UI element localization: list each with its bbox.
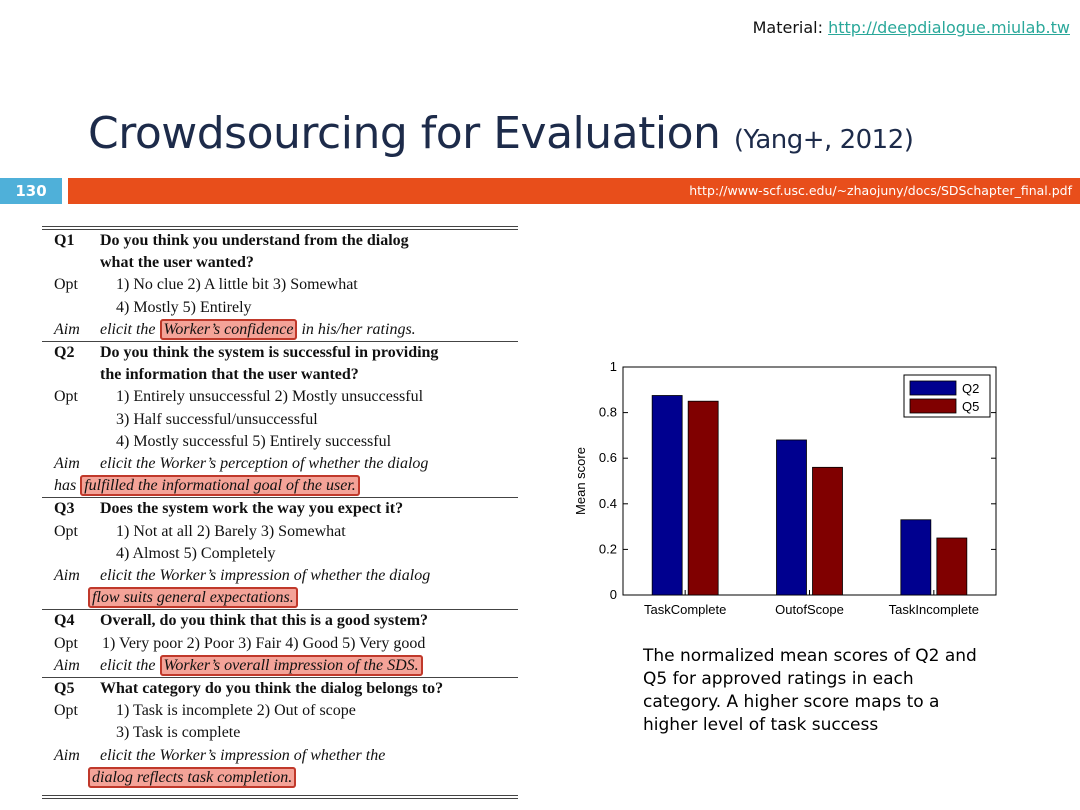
material-link[interactable]: http://deepdialogue.miulab.tw xyxy=(828,18,1070,37)
y-tick-label: 0.2 xyxy=(598,541,617,557)
survey-table xyxy=(42,226,518,796)
q5-aim-line1: elicit the Worker’s impression of whether the xyxy=(100,746,386,764)
y-tick-label: 0 xyxy=(609,587,617,602)
q5-options-line2: 3) Task is complete xyxy=(116,724,241,742)
legend-swatch-q2 xyxy=(910,381,956,395)
bar-q5-outofscope xyxy=(813,467,843,595)
source-url[interactable]: http://www-scf.usc.edu/~zhaojuny/docs/SDSchapter_final.pdf xyxy=(689,183,1072,198)
q5-aim-label: Aim xyxy=(54,746,80,764)
q3-question-line1: Does the system work the way you expect it? xyxy=(100,500,404,518)
bar-q2-taskcomplete xyxy=(652,396,682,596)
figure-caption: The normalized mean scores of Q2 and Q5 for approved ratings in each category. A higher score maps to a higher level of task success xyxy=(643,646,977,735)
q5-aim-highlight: dialog reflects task completion. xyxy=(88,767,296,788)
q2-aim-pre: has xyxy=(54,477,81,495)
y-tick-label: 0.4 xyxy=(598,495,617,511)
q1-aim-label: Aim xyxy=(54,320,80,338)
page-number: 130 xyxy=(0,178,62,204)
legend-label-q5: Q5 xyxy=(962,399,980,414)
y-tick-label: 0.8 xyxy=(598,404,617,420)
q1-opt-label: Opt xyxy=(54,276,78,294)
q1-question-line2: what the user wanted? xyxy=(100,254,254,272)
legend-label-q2: Q2 xyxy=(962,381,980,396)
q5-options-line1: 1) Task is incomplete 2) Out of scope xyxy=(116,702,356,720)
bar-q2-outofscope xyxy=(777,440,807,595)
x-tick-label: TaskComplete xyxy=(643,602,727,617)
y-tick-label: 1 xyxy=(609,359,617,374)
q5-question-line1: What category do you think the dialog belongs to? xyxy=(100,680,444,698)
x-tick-label: TaskIncomplete xyxy=(888,602,979,617)
q4-opt-label: Opt xyxy=(54,634,78,652)
q5-label: Q5 xyxy=(54,680,75,698)
q5-opt-label: Opt xyxy=(54,702,78,720)
q3-aim-line1: elicit the Worker’s impression of whether the dialog xyxy=(100,567,431,585)
q2-question-line2: the information that the user wanted? xyxy=(100,366,359,384)
q2-aim-line1: elicit the Worker’s perception of whether the dialog xyxy=(100,455,429,473)
legend xyxy=(904,375,990,417)
q4-aim-label: Aim xyxy=(54,656,80,674)
bar-q2-taskincomplete xyxy=(901,520,931,595)
q3-options-line1: 1) Not at all 2) Barely 3) Somewhat xyxy=(116,522,346,540)
q1-options-line1: 1) No clue 2) A little bit 3) Somewhat xyxy=(116,276,358,294)
q4-aim-pre: elicit the xyxy=(100,656,160,674)
q3-opt-label: Opt xyxy=(54,522,78,540)
slide-title xyxy=(88,108,913,159)
q4-options-line1: 1) Very poor 2) Poor 3) Fair 4) Good 5) Very good xyxy=(102,634,426,652)
x-tick-label: OutofScope xyxy=(775,602,844,617)
title-citation: (Yang+, 2012) xyxy=(733,125,914,155)
table-bottom-rule xyxy=(42,795,518,799)
q1-label: Q1 xyxy=(54,232,75,249)
material-label: Material: xyxy=(752,18,823,37)
q1-aim-post: in his/her ratings. xyxy=(297,320,416,338)
q2-options-line2: 3) Half successful/unsuccessful xyxy=(116,410,318,428)
q2-label: Q2 xyxy=(54,344,75,362)
q2-aim-label: Aim xyxy=(54,455,80,473)
bar-q5-taskincomplete xyxy=(937,538,967,595)
q3-aim-label: Aim xyxy=(54,567,80,585)
q2-options-line1: 1) Entirely unsuccessful 2) Mostly unsuccessful xyxy=(116,388,424,406)
q4-question-line1: Overall, do you think that this is a good system? xyxy=(100,612,429,630)
q1-aim-pre: elicit the xyxy=(100,320,160,338)
q1-options-line2: 4) Mostly 5) Entirely xyxy=(116,298,252,316)
q2-aim-highlight: fulfilled the informational goal of the user. xyxy=(80,475,360,496)
title-text: Crowdsourcing for Evaluation xyxy=(88,108,721,159)
q4-label: Q4 xyxy=(54,612,75,630)
q1-aim-highlight: Worker’s confidence xyxy=(160,319,298,340)
q1-question-line1: Do you think you understand from the dialog xyxy=(100,232,409,249)
legend-swatch-q5 xyxy=(910,399,956,413)
bar-q5-taskcomplete xyxy=(688,401,718,595)
q2-question-line1: Do you think the system is successful in providing xyxy=(100,344,439,362)
q4-aim-highlight: Worker’s overall impression of the SDS. xyxy=(160,655,423,676)
q3-options-line2: 4) Almost 5) Completely xyxy=(116,544,276,562)
q2-opt-label: Opt xyxy=(54,388,78,406)
q2-options-line3: 4) Mostly successful 5) Entirely successful xyxy=(116,432,392,450)
y-axis-label: Mean score xyxy=(573,447,588,515)
bar-chart xyxy=(560,352,1010,632)
material-reference xyxy=(753,18,1070,37)
q3-aim-highlight: flow suits general expectations. xyxy=(88,587,298,608)
q3-label: Q3 xyxy=(54,500,75,518)
header-bar xyxy=(68,178,1080,204)
y-tick-label: 0.6 xyxy=(598,450,617,466)
